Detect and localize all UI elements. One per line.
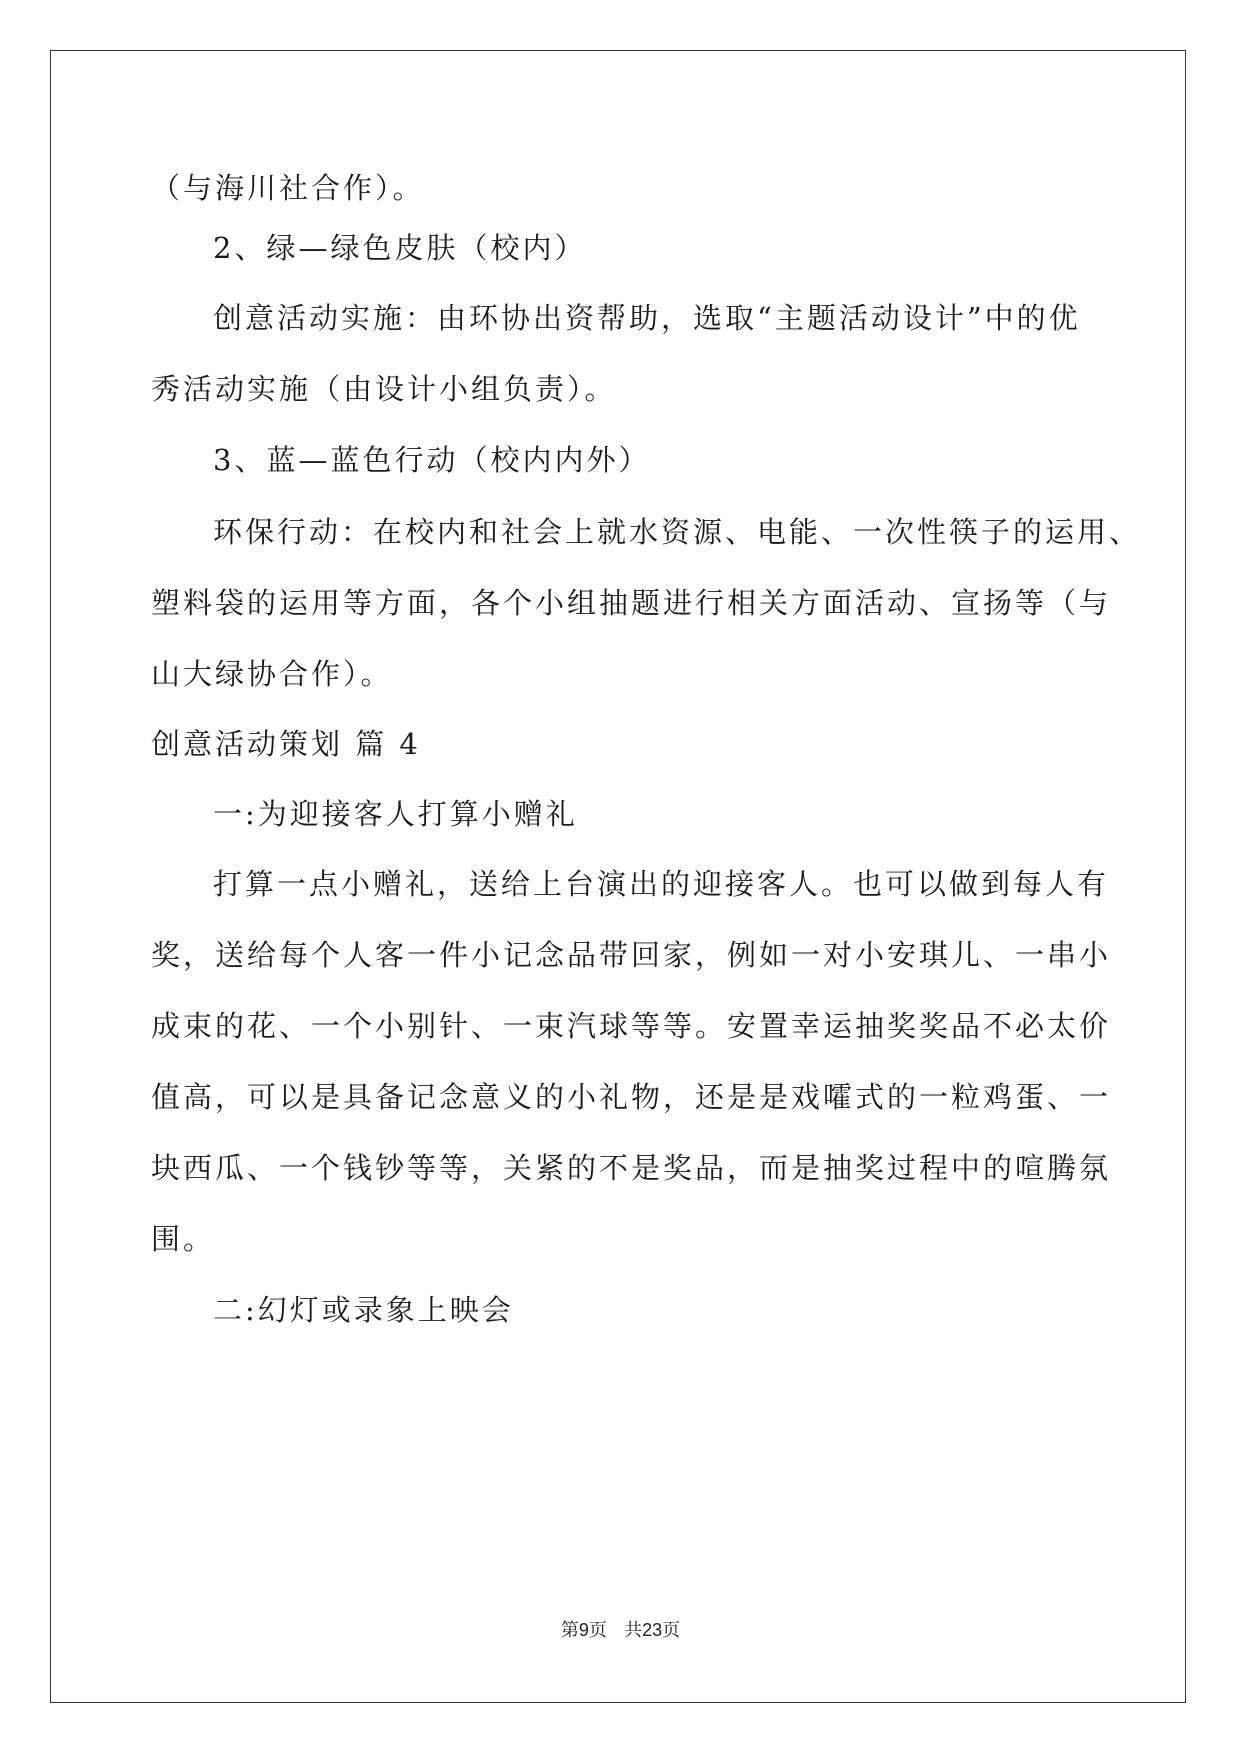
footer-total-prefix: 共	[624, 1620, 643, 1641]
text-line: 打算一点小赠礼，送给上台演出的迎接客人。也可以做到每人有	[213, 867, 1110, 901]
text-line: 二:幻灯或录象上映会	[213, 1293, 514, 1327]
text-line: （与海川社合作）。	[151, 171, 425, 205]
total-pages: 23	[642, 1620, 663, 1640]
text-line: 塑料袋的运用等方面，各个小组抽题进行相关方面活动、宣扬等（与	[151, 586, 1112, 620]
text-line: 值高，可以是具备记念意义的小礼物，还是是戏嚯式的一粒鸡蛋、一	[151, 1080, 1112, 1114]
text-line: 奖，送给每个人客一件小记念品带回家，例如一对小安琪儿、一串小	[151, 938, 1112, 972]
text-line: 创意活动实施：由环协出资帮助，选取“主题活动设计”中的优	[213, 301, 1081, 335]
text-line: 围。	[151, 1222, 216, 1256]
text-line: 成束的花、一个小别针、一束汽球等等。安置幸运抽奖奖品不必太价	[151, 1009, 1112, 1043]
page-number: 9	[578, 1620, 589, 1640]
page-footer	[0, 1616, 1241, 1642]
text-line: 3、蓝—蓝色行动（校内内外）	[213, 443, 651, 477]
text-line: 秀活动实施（由设计小组负责）。	[151, 372, 617, 406]
text-line: 一:为迎接客人打算小赠礼	[213, 797, 578, 831]
section-heading: 创意活动策划 篇 4	[151, 727, 421, 761]
text-line: 2、绿—绿色皮肤（校内）	[213, 231, 587, 265]
footer-page-suffix: 页	[588, 1620, 607, 1641]
text-line: 环保行动：在校内和社会上就水资源、电能、一次性筷子的运用、	[213, 515, 1142, 549]
footer-prefix: 第	[560, 1620, 579, 1641]
text-line: 山大绿协合作）。	[151, 657, 393, 691]
text-line: 块西瓜、一个钱钞等等，关紧的不是奖品，而是抽奖过程中的喧腾氛	[151, 1151, 1112, 1185]
footer-total-suffix: 页	[662, 1620, 681, 1641]
